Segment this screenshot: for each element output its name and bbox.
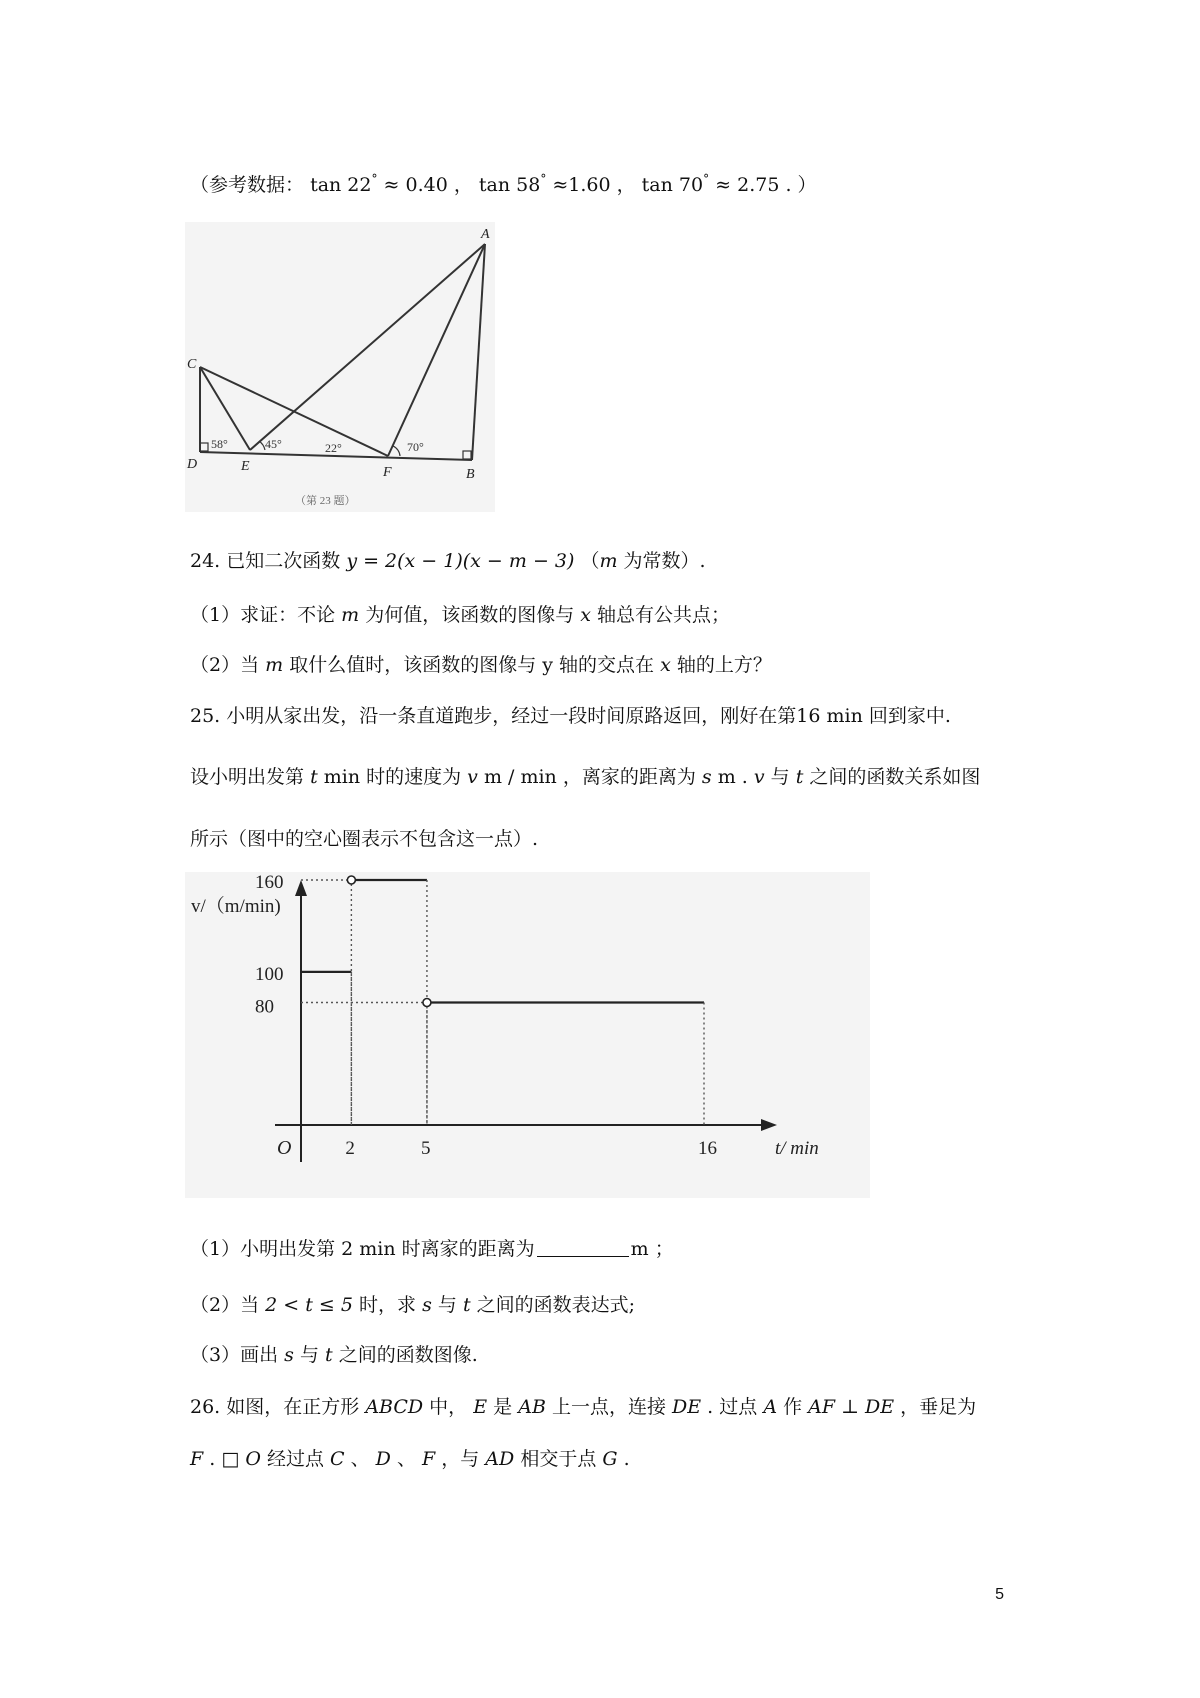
q25-l2-c: m / min ，离家的距离为 (483, 766, 696, 788)
q25-p1-a: （1）小明出发第 2 min 时离家的距离为 (190, 1238, 535, 1260)
q26-l2-a: . □ (209, 1448, 240, 1470)
q25-part1 (190, 1236, 674, 1262)
q25-line2 (190, 764, 980, 790)
q25-l2-a: 设小明出发第 (190, 766, 305, 788)
q25-l2-t2: t (795, 766, 804, 788)
ref-value1: ≈ 0.40 ， (383, 174, 473, 196)
q25-p2-s: s (422, 1294, 432, 1316)
segment-ba (472, 244, 485, 460)
q25-l2-v2: v (753, 766, 765, 788)
q25-p3-t: t (325, 1344, 333, 1366)
q26-c: C (330, 1448, 345, 1470)
q25-l2-f: 之间的函数关系如图 (809, 766, 981, 788)
y-axis-arrow (295, 880, 307, 896)
q25-part2 (190, 1292, 635, 1318)
ref-tan22: tan 22 (310, 174, 372, 196)
ref-tan58: tan 58 (478, 174, 541, 196)
q26-l1-f: 作 (783, 1396, 803, 1418)
q24-stem-end: 为常数）. (623, 550, 706, 572)
figure-23 (185, 222, 495, 512)
q26-a: A (763, 1396, 778, 1418)
angle-58: 58° (211, 437, 228, 451)
origin-label: O (277, 1137, 292, 1159)
q26-line2 (190, 1446, 630, 1472)
q24-p2-c: 轴的上方？ (676, 654, 772, 676)
q26-e: E (473, 1396, 488, 1418)
q26-abcd: ABCD (365, 1396, 424, 1418)
q26-l2-d: 、 (396, 1448, 416, 1470)
q24-p2-b: 取什么值时，该函数的图像与 y 轴的交点在 (289, 654, 655, 676)
ref-open: （参考数据： (190, 174, 305, 196)
velocity-chart (185, 872, 870, 1198)
q25-part3 (190, 1342, 478, 1368)
q24-p1-b: 为何值，该函数的图像与 (365, 604, 575, 626)
q25-p3-a: （3）画出 (190, 1344, 279, 1366)
q24-p1-m: m (341, 604, 360, 626)
q25-p3-s: s (284, 1344, 294, 1366)
q24-p1-x: x (580, 604, 591, 626)
q24-p2-x: x (660, 654, 671, 676)
right-angle-d (200, 443, 208, 451)
q25-p1-b: m ； (630, 1238, 674, 1260)
q25-l2-b: min 时的速度为 (323, 766, 462, 788)
x-tick-2: 2 (345, 1138, 355, 1159)
q25-p3-c: 之间的函数图像. (338, 1344, 478, 1366)
figure-caption: （第 23 题） (295, 495, 356, 507)
q25-line3 (190, 826, 538, 852)
q26-f: F (190, 1448, 204, 1470)
y-axis-label: v/（m/min) (191, 896, 281, 917)
q26-af-perp-de: AF ⊥ DE (808, 1396, 895, 1418)
figure-23-svg (185, 222, 495, 512)
q26-d: D (375, 1448, 391, 1470)
q24-p2-a: （2）当 (190, 654, 260, 676)
label-e: E (241, 459, 250, 474)
q25-l2-s: s (701, 766, 712, 788)
angle-22: 22° (325, 441, 342, 455)
q26-l1-a: 26. 如图，在正方形 (190, 1396, 360, 1418)
q26-line1 (190, 1394, 976, 1420)
q26-l2-f: 相交于点 (520, 1448, 597, 1470)
x-axis-arrow (761, 1119, 777, 1131)
reference-data-line (190, 166, 817, 198)
q25-l2-d: m . (717, 766, 748, 788)
q24-part2 (190, 652, 772, 678)
arc-70 (393, 446, 400, 456)
q24-p1-c: 轴总有公共点； (597, 604, 731, 626)
q24-paren: （ (580, 550, 600, 572)
q26-l1-d: 上一点，连接 (551, 1396, 666, 1418)
label-f: F (383, 465, 392, 480)
label-c: C (187, 357, 197, 372)
ref-tan70: tan 70 (641, 174, 704, 196)
q26-l1-c: 是 (493, 1396, 513, 1418)
q24-p2-m: m (265, 654, 284, 676)
q26-l2-g: . (623, 1448, 630, 1470)
open-point-2 (347, 876, 355, 884)
angle-45: 45° (265, 437, 282, 451)
ref-value2: ≈1.60 ， (552, 174, 636, 196)
segment-ea (250, 244, 485, 450)
right-angle-b (463, 451, 471, 459)
q25-p2-b: 时，求 (359, 1294, 417, 1316)
q25-p2-c: 与 (437, 1294, 457, 1316)
q25-p2-ineq: 2 < t ≤ 5 (265, 1294, 353, 1316)
q26-l1-e: . 过点 (707, 1396, 758, 1418)
open-point-3 (423, 999, 431, 1007)
ref-deg3: ° (703, 172, 710, 186)
q26-g: G (602, 1448, 618, 1470)
ref-deg2: ° (540, 172, 547, 186)
q25-p2-a: （2）当 (190, 1294, 260, 1316)
label-b: B (466, 467, 475, 482)
y-tick-100: 100 (255, 963, 284, 985)
y-tick-80: 80 (255, 996, 274, 1018)
x-axis-label: t/ min (775, 1138, 819, 1159)
q24-formula: y = 2(x − 1)(x − m − 3) (346, 550, 575, 572)
q25-p2-t: t (462, 1294, 471, 1316)
y-tick-160: 160 (255, 872, 284, 893)
q25-l2-e: 与 (770, 766, 790, 788)
label-a: A (481, 227, 490, 242)
ref-deg1: ° (371, 172, 378, 186)
q26-l1-g: ，垂足为 (900, 1396, 977, 1418)
q24-stem (190, 548, 706, 574)
x-tick-5: 5 (420, 1138, 431, 1159)
q24-stem-text: 24. 已知二次函数 (190, 550, 341, 572)
q25-line1-text: 25. 小明从家出发，沿一条直道跑步，经过一段时间原路返回，刚好在第16 min 回到家中. (190, 705, 951, 727)
q25-line1 (190, 703, 951, 729)
q26-ab: AB (518, 1396, 546, 1418)
x-tick-16: 16 (698, 1138, 717, 1159)
ref-value3: ≈ 2.75 . ） (715, 174, 817, 196)
q24-part1 (190, 602, 730, 628)
q26-l2-b: 经过点 (266, 1448, 324, 1470)
q24-m: m (599, 550, 618, 572)
q26-l2-c: 、 (350, 1448, 370, 1470)
q25-l2-v: v (467, 766, 478, 788)
answer-blank[interactable] (537, 1236, 629, 1257)
q25-p2-d: 之间的函数表达式; (476, 1294, 636, 1316)
page-number: 5 (995, 1586, 1004, 1603)
q26-l1-b: 中， (429, 1396, 468, 1418)
q26-o: O (245, 1448, 261, 1470)
q25-l2-t: t (310, 766, 318, 788)
q24-p1-a: （1）求证：不论 (190, 604, 336, 626)
segment-fa (388, 244, 485, 456)
angle-70: 70° (407, 440, 424, 454)
velocity-chart-svg (185, 872, 870, 1198)
q26-l2-e: ，与 (441, 1448, 480, 1470)
q26-ad: AD (485, 1448, 515, 1470)
q25-p3-b: 与 (299, 1344, 319, 1366)
q26-f2: F (422, 1448, 436, 1470)
q26-de: DE (672, 1396, 702, 1418)
q25-line3-text: 所示（图中的空心圈表示不包含这一点）. (190, 828, 539, 850)
label-d: D (187, 457, 198, 472)
